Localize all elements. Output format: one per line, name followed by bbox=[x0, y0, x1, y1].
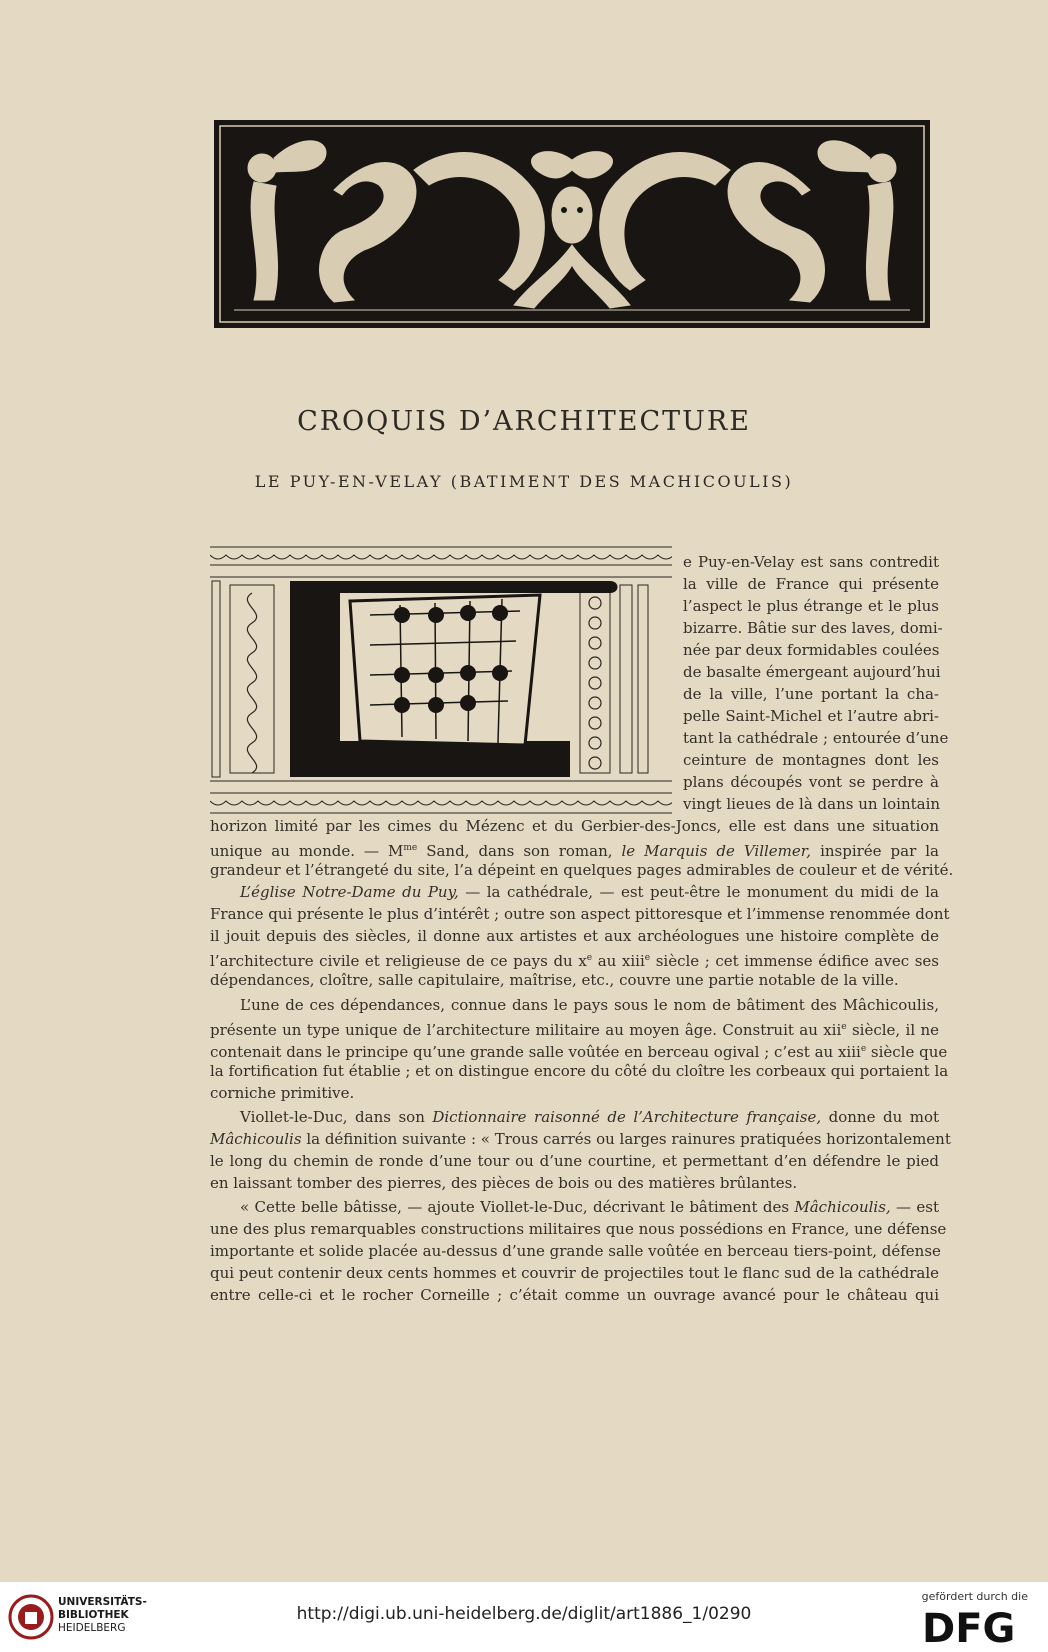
text-line: en laissant tomber des pierres, des pièces de bois ou des matières brûlantes. bbox=[210, 1174, 798, 1192]
text-line: dépendances, cloître, salle capitulaire, maîtrise, etc., couvre une partie notable de la ville. bbox=[210, 971, 899, 989]
text-line: importante et solide placée au-dessus d’une grande salle voûtée en berceau tiers-point, défense bbox=[210, 1242, 941, 1260]
text-line: tant la cathédrale ; entourée d’une bbox=[683, 729, 949, 747]
text-line: entre celle-ci et le rocher Corneille ; c’était comme un ouvrage avancé pour le château qui bbox=[210, 1286, 939, 1304]
viewer-footer bbox=[0, 1582, 1048, 1652]
text-line: vingt lieues de là dans un lointain bbox=[683, 795, 941, 813]
text-line: e Puy-en-Velay est sans contredit bbox=[683, 553, 939, 571]
text-line: née par deux formidables coulées bbox=[683, 641, 940, 659]
text-line: de basalte émergeant aujourd’hui bbox=[683, 663, 941, 681]
text-line: L’église Notre-Dame du Puy, — la cathédrale, — est peut-être le monument du midi de la bbox=[240, 883, 939, 901]
text-line: bizarre. Bâtie sur des laves, domi- bbox=[683, 619, 943, 637]
text-line: plans découpés vont se perdre à bbox=[683, 773, 939, 791]
text-line: « Cette belle bâtisse, — ajoute Viollet-le-Duc, décrivant le bâtiment des Mâchicoulis, — est bbox=[240, 1198, 940, 1216]
text-line: de la ville, l’une portant la cha- bbox=[683, 685, 939, 703]
text-line: France qui présente le plus d’intérêt ; outre son aspect pittoresque et l’immense renommée dont bbox=[210, 905, 950, 923]
text-line: contenait dans le principe qu’une grande salle voûtée en berceau ogival ; c’est au xiii$^e$ siècle que bbox=[210, 1043, 948, 1061]
institution-name: UNIVERSITÄTS- BIBLIOTHEK HEIDELBERG bbox=[58, 1596, 147, 1634]
text-line: présente un type unique de l’architecture militaire au moyen âge. Construit au xii$^e$ siècle, il ne bbox=[210, 1021, 939, 1039]
dfg-logo-icon bbox=[918, 1604, 1030, 1646]
text-line: Viollet-le-Duc, dans son Dictionnaire raisonné de l’Architecture française, donne du mot bbox=[240, 1108, 940, 1126]
text-line: pelle Saint-Michel et l’autre abri- bbox=[683, 707, 939, 725]
text-line: l’aspect le plus étrange et le plus bbox=[683, 597, 939, 615]
text-line: l’architecture civile et religieuse de ce pays du $x^e$ au xiii$^e$ siècle ; cet immense édifice avec ses bbox=[210, 952, 939, 970]
text-line: une des plus remarquables constructions militaires que nous possédions en France, une défense bbox=[210, 1220, 947, 1238]
text-line: la ville de France qui présente bbox=[683, 575, 939, 593]
text-line: Mâchicoulis la définition suivante : « Trous carrés ou larges rainures pratiquées horizontalement bbox=[210, 1130, 951, 1148]
text-line: la fortification fut établie ; et on distingue encore du côté du cloître les corbeaux qui portaient la bbox=[210, 1062, 949, 1080]
text-line: corniche primitive. bbox=[210, 1084, 355, 1102]
text-line: le long du chemin de ronde d’une tour ou d’une courtine, et permettant d’en défendre le pied bbox=[210, 1152, 939, 1170]
sponsor-note: gefördert durch die bbox=[921, 1590, 1028, 1603]
text-line: ceinture de montagnes dont les bbox=[683, 751, 939, 769]
article-subtitle: LE PUY-EN-VELAY (BATIMENT DES MACHICOULIS) bbox=[254, 472, 794, 491]
text-line: il jouit depuis des siècles, il donne aux artistes et aux archéologues une histoire complète de bbox=[210, 927, 939, 945]
svg-text:DFG: DFG bbox=[922, 1606, 1016, 1646]
text-line: horizon limité par les cimes du Mézenc et du Gerbier-des-Joncs, elle est dans une situation bbox=[210, 817, 939, 835]
article-title: CROQUIS D’ARCHITECTURE bbox=[297, 406, 751, 437]
text-line: L’une de ces dépendances, connue dans le pays sous le nom de bâtiment des Mâchicoulis, bbox=[240, 996, 939, 1014]
ornamental-headpiece-engraving bbox=[214, 120, 930, 328]
text-line: grandeur et l’étrangeté du site, l’a dépeint en quelques pages admirables de couleur et de vérité. bbox=[210, 861, 954, 879]
text-line: unique au monde. — $M^{me}$ Sand, dans son roman, le Marquis de Villemer, inspirée par la bbox=[210, 842, 939, 860]
ornamental-drop-initial bbox=[210, 545, 672, 815]
permalink-url[interactable]: http://digi.ub.uni-heidelberg.de/diglit/art1886_1/0290 bbox=[296, 1604, 752, 1624]
text-line: qui peut contenir deux cents hommes et couvrir de projectiles tout le flanc sud de la cathédrale bbox=[210, 1264, 940, 1282]
